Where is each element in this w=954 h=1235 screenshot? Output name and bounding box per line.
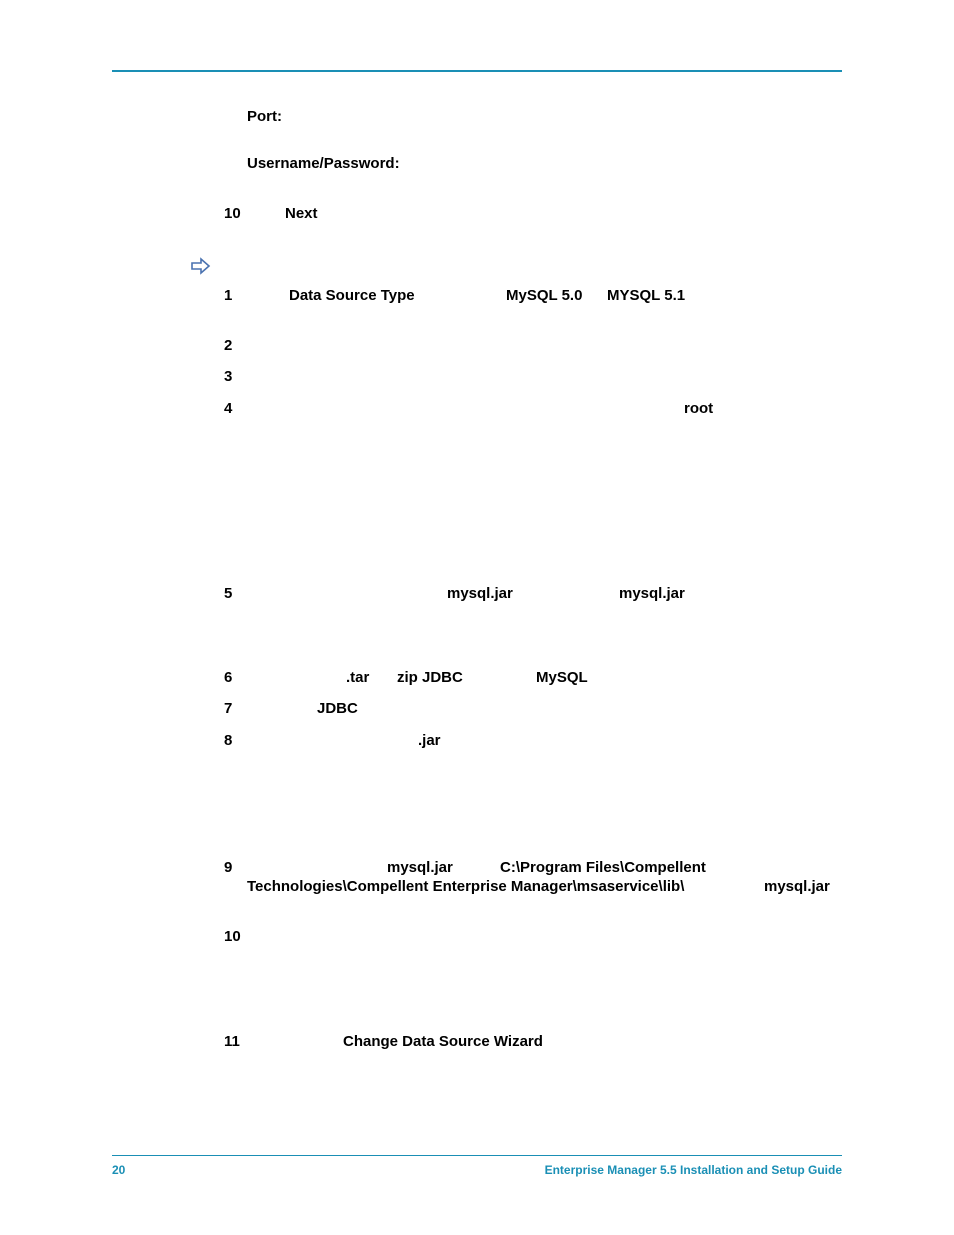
mysql-ref: MySQL: [536, 669, 588, 686]
step-number-9: 9: [224, 859, 233, 876]
change-data-source-wizard-ref: Change Data Source Wizard: [343, 1033, 543, 1050]
arrow-right-icon: [190, 257, 212, 275]
footer-rule: [112, 1155, 842, 1156]
header-rule: [112, 70, 842, 72]
next-button-ref: Next: [285, 205, 318, 222]
footer-title: Enterprise Manager 5.5 Installation and Setup Guide: [544, 1163, 842, 1177]
install-path-line1: C:\Program Files\Compellent: [500, 859, 706, 876]
mysql-jar-ref: mysql.jar: [447, 585, 513, 602]
port-label: Port:: [247, 108, 282, 125]
jdbc-ref: JDBC: [317, 700, 358, 717]
step-number-10a: 10: [224, 205, 241, 222]
root-ref: root: [684, 400, 714, 417]
step-number-8: 8: [224, 732, 233, 749]
step-number-7: 7: [224, 700, 233, 717]
mysql-jar-ref-4: mysql.jar: [764, 878, 830, 895]
step-number-11: 11: [224, 1033, 240, 1050]
tar-ref: .tar: [346, 669, 370, 686]
zip-jdbc-ref: zip JDBC: [397, 669, 463, 686]
step-number-10: 10: [224, 928, 241, 945]
step-number-2: 2: [224, 337, 233, 354]
page-number: 20: [112, 1163, 126, 1177]
mysql-jar-ref-2: mysql.jar: [619, 585, 685, 602]
step-number-5: 5: [224, 585, 233, 602]
credentials-label: Username/Password:: [247, 155, 400, 172]
data-source-type-ref: Data Source Type: [289, 287, 415, 304]
jar-ref: .jar: [418, 732, 441, 749]
mysql51-ref: MYSQL 5.1: [607, 287, 686, 304]
step-number-1: 1: [224, 287, 233, 304]
install-path-line2: Technologies\Compellent Enterprise Manager\msaservice\lib\: [247, 878, 685, 895]
step-number-4: 4: [224, 400, 233, 417]
mysql-jar-ref-3: mysql.jar: [387, 859, 453, 876]
step-number-3: 3: [224, 368, 233, 385]
step-number-6: 6: [224, 669, 233, 686]
mysql50-ref: MySQL 5.0: [506, 287, 583, 304]
